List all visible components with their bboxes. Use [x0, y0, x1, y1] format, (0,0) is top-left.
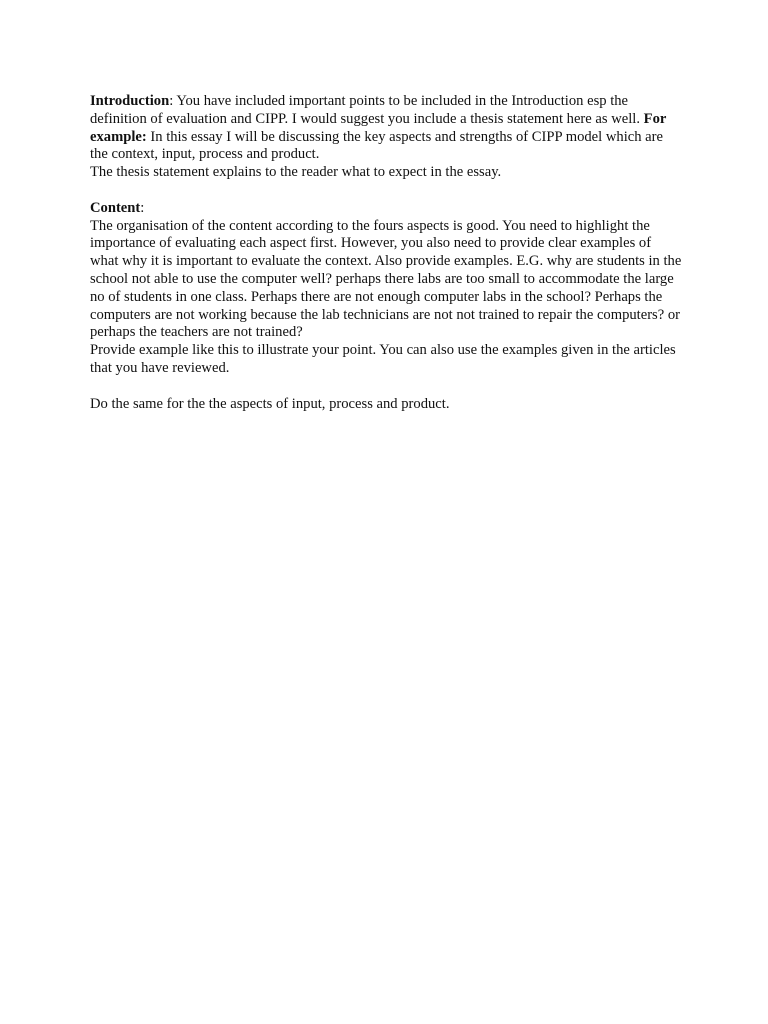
content-example-paragraph: Provide example like this to illustrate your point. You can also use the examples given in the articles that you have reviewed. [90, 342, 676, 376]
example-text: In this essay I will be discussing the key aspects and strengths of CIPP model which are the context, input, process and product. [90, 128, 663, 163]
document-body [90, 93, 682, 413]
paragraph-spacer [90, 182, 682, 200]
closing-paragraph: Do the same for the the aspects of input, process and product. [90, 395, 450, 412]
thesis-line: The thesis statement explains to the reader what to expect in the essay. [90, 164, 502, 181]
content-paragraph: The organisation of the content according to the fours aspects is good. You need to highlight the importance of evaluating each aspect first. However, you also need to provide clear examples of what why it is important to evaluate the context. Also provide examples. E.G. why are students in the school not able to use the computer well? perhaps there labs are too small to accommodate the large no of students in one class. Perhaps there are not enough computer labs in the school? Perhaps the computers are not working because the lab technicians are not not trained to repair the computers? or perhaps the teachers are not trained? [90, 217, 682, 341]
content-heading-colon: : [140, 199, 145, 216]
introduction-paragraph [90, 93, 682, 164]
introduction-heading: Introduction [90, 93, 170, 109]
content-heading-line [90, 200, 682, 218]
example-label: For example: [90, 110, 667, 145]
content-heading: Content [90, 199, 141, 216]
paragraph-spacer [90, 378, 682, 396]
introduction-text: : You have included important points to be included in the Introduction esp the definition of evaluation and CIPP. I would suggest you include a thesis statement here as well. [90, 93, 644, 127]
